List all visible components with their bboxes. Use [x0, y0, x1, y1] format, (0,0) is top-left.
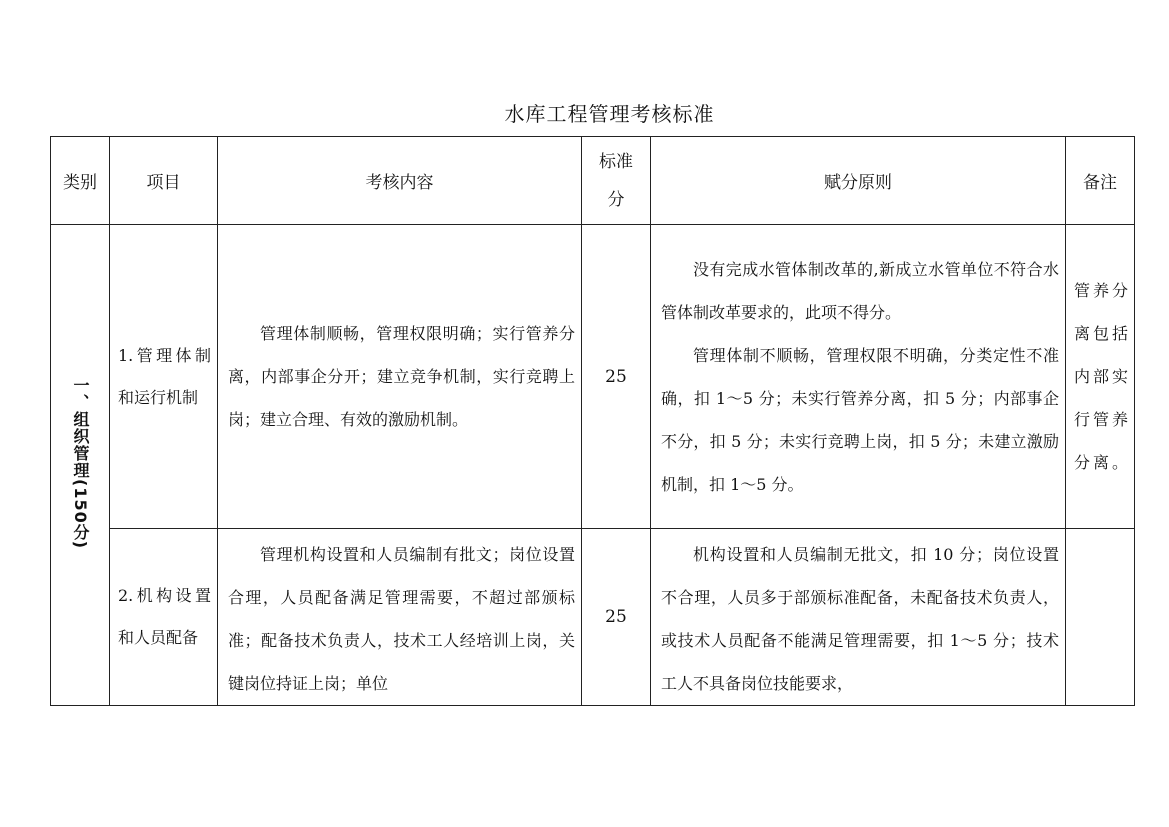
principle-cell: [651, 529, 1066, 706]
header-category: 类别: [51, 137, 110, 225]
category-cell: [51, 225, 110, 706]
content-text: 管理体制顺畅，管理权限明确；实行管养分离，内部事企分开；建立竞争机制，实行竞聘上岗；建立合理、有效的激励机制。: [228, 324, 575, 429]
score-cell: 25: [582, 225, 651, 529]
principle-cell: [651, 225, 1066, 529]
principle-paragraph: 没有完成水管体制改革的,新成立水管单位不符合水管体制改革要求的，此项不得分。: [661, 259, 1059, 322]
header-score: [582, 137, 651, 225]
header-item: 项目: [110, 137, 218, 225]
table-row: [51, 225, 1135, 529]
header-principle: 赋分原则: [651, 137, 1066, 225]
assessment-table: [50, 136, 1135, 706]
note-cell: [1066, 529, 1135, 706]
principle-paragraph: 管理体制不顺畅，管理权限不明确，分类定性不准确，扣 1～5 分；未实行管养分离，扣 5 分；内部事企不分，扣 5 分；未实行竞聘上岗，扣 5 分；未建立激励机制，扣 1～5 分。: [661, 345, 1059, 494]
score-cell: 25: [582, 529, 651, 706]
content-text: 管理机构设置和人员编制有批文；岗位设置合理，人员配备满足管理需要，不超过部颁标准；配备技术负责人，技术工人经培训上岗，关键岗位持证上岗；单位: [228, 545, 575, 693]
note-text: 管养分离包括内部实行管养分离。: [1074, 281, 1128, 472]
header-note: 备注: [1066, 137, 1135, 225]
item-cell: 1.管理体制和运行机制: [110, 225, 218, 529]
principle-paragraph: 机构设置和人员编制无批文，扣 10 分；岗位设置不合理，人员多于部颁标准配备，未配备技术负责人，或技术人员配备不能满足管理需要，扣 1～5 分；技术工人不具备岗位技能要求，: [661, 545, 1059, 693]
table-row: [51, 529, 1135, 706]
header-score-label: 标准分: [599, 151, 633, 210]
content-cell: [218, 529, 582, 706]
category-label: 一、组织管理(150分): [71, 376, 90, 550]
note-cell: [1066, 225, 1135, 529]
table-header-row: [51, 137, 1135, 225]
document-title: 水库工程管理考核标准: [504, 102, 715, 126]
item-cell: 2.机构设置和人员配备: [110, 529, 218, 706]
content-cell: [218, 225, 582, 529]
header-content: 考核内容: [218, 137, 582, 225]
